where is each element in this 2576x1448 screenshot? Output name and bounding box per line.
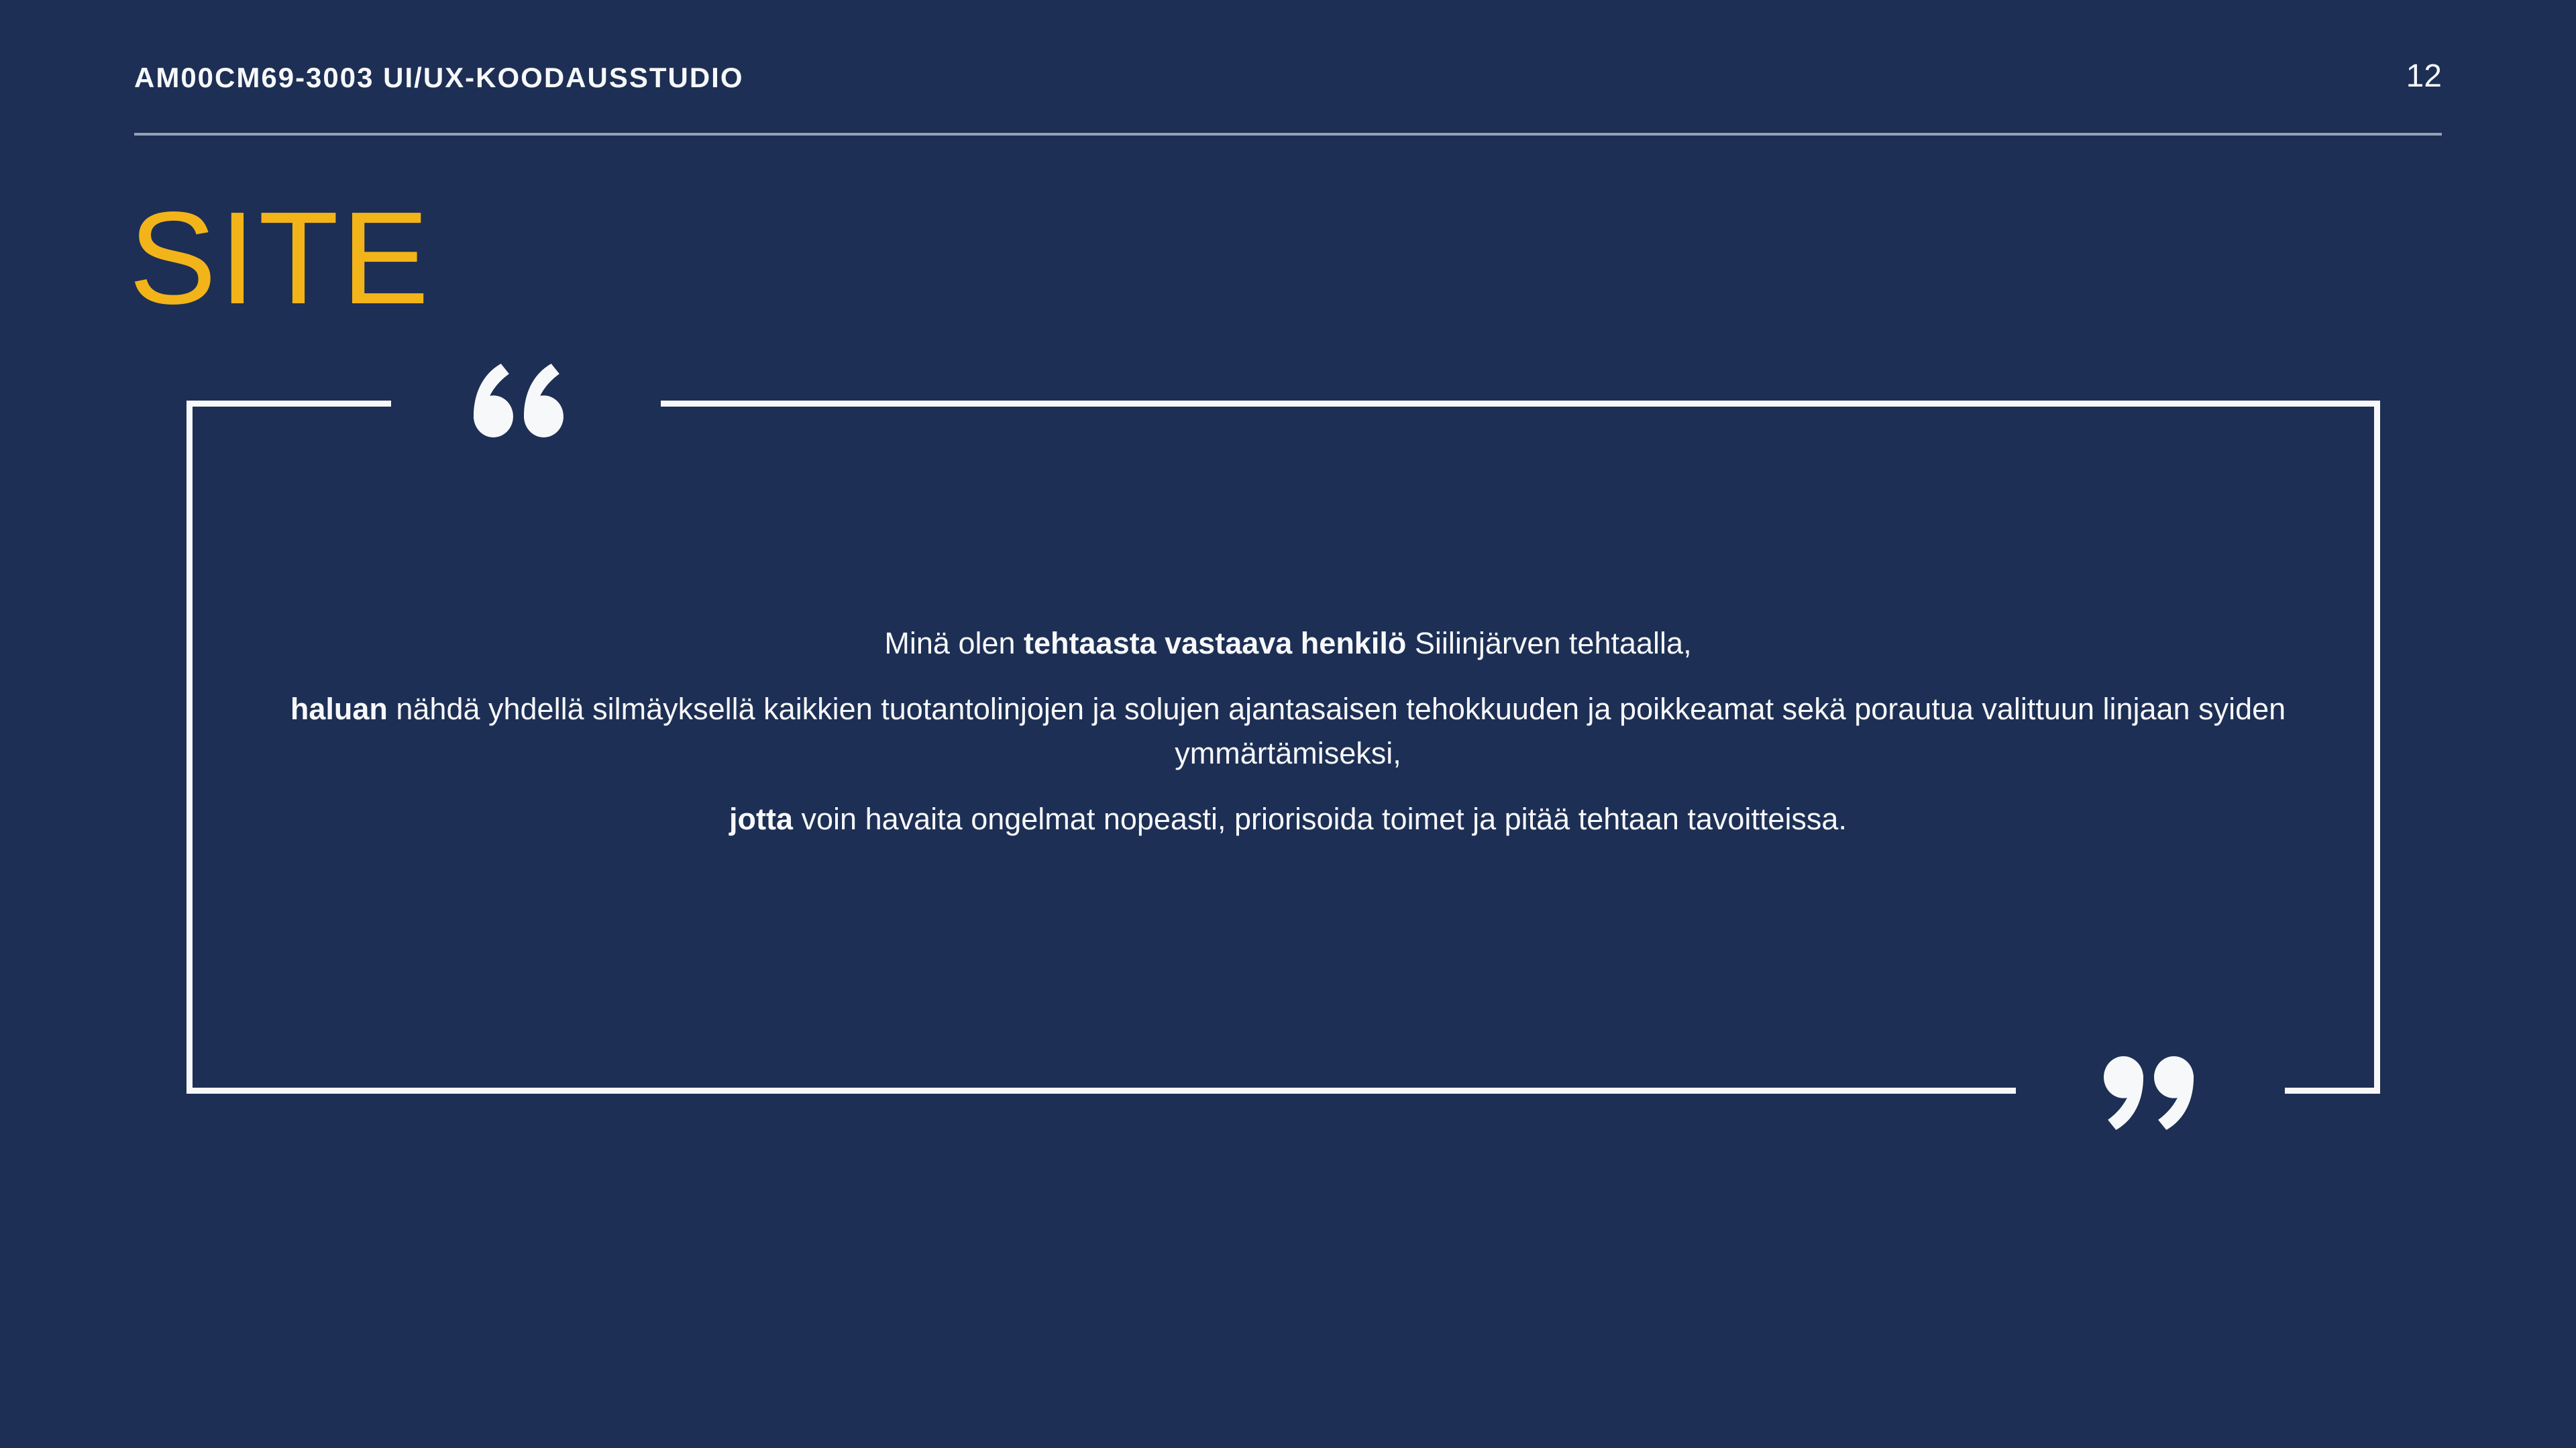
quote-text: [201, 621, 2375, 863]
page-number: 12: [2406, 58, 2442, 94]
double-quote-close-icon: [2102, 1055, 2196, 1132]
quote-border-top-left-segment: [186, 401, 391, 407]
course-code: AM00CM69-3003 UI/UX-KOODAUSSTUDIO: [134, 62, 744, 93]
quote-paragraph: [201, 687, 2375, 776]
quote-emphasis: haluan: [290, 692, 388, 726]
quote-emphasis: jotta: [729, 802, 794, 836]
quote-border-left: [186, 401, 193, 1094]
quote-border-bottom-left-segment: [186, 1088, 2016, 1094]
quote-paragraph: [201, 797, 2375, 841]
quote-segment: Siilinjärven tehtaalla,: [1406, 626, 1692, 660]
quote-segment: Minä olen: [884, 626, 1024, 660]
slide-title: SITE: [129, 185, 432, 331]
quote-segment: nähdä yhdellä silmäyksellä kaikkien tuotantolinjojen ja solujen ajantasaisen tehokkuuden ja poikkeamat sekä porautua valittuun linjaan syiden ymmärtämiseksi,: [387, 692, 2286, 770]
double-quote-open-icon: [472, 364, 566, 441]
quote-emphasis: tehtaasta vastaava henkilö: [1024, 626, 1407, 660]
quote-border-right: [2374, 401, 2380, 1094]
quote-segment: voin havaita ongelmat nopeasti, priorisoida toimet ja pitää tehtaan tavoitteissa.: [793, 802, 1847, 836]
quote-paragraph: [201, 621, 2375, 666]
quote-border-bottom-right-segment: [2285, 1088, 2380, 1094]
quote-border-top-right-segment: [661, 401, 2380, 407]
header-divider: [134, 133, 2442, 136]
